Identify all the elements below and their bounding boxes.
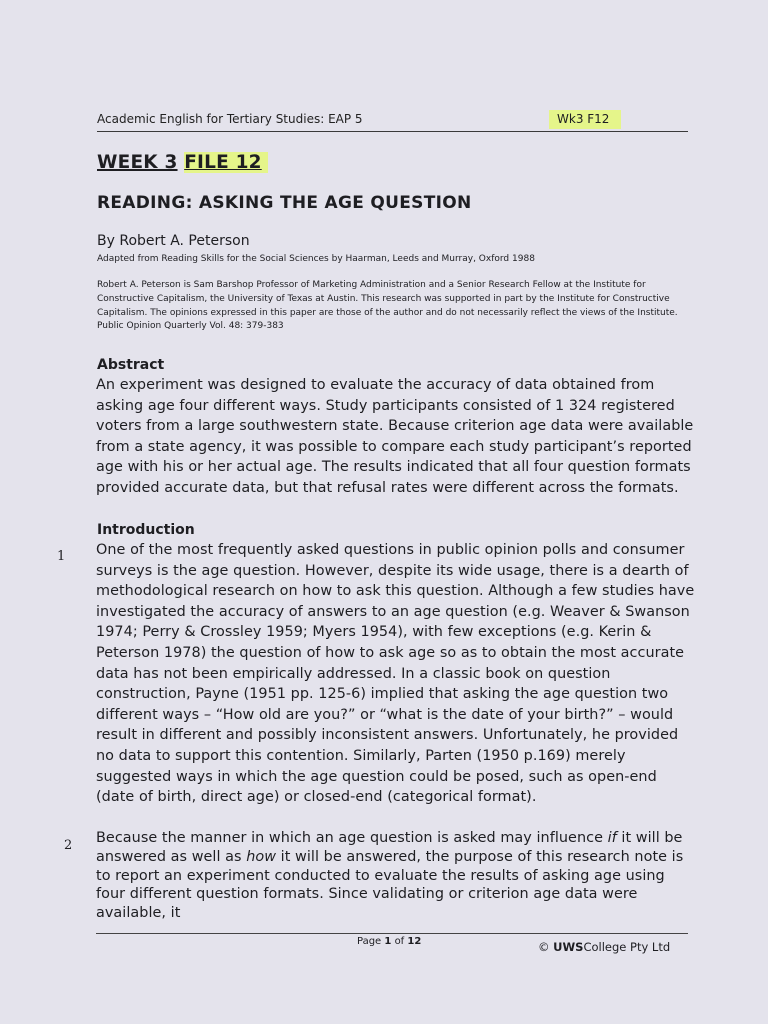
- week-label: WEEK 3: [97, 152, 178, 173]
- file-code-highlight: Wk3 F12: [549, 110, 621, 129]
- author-bio: Robert A. Peterson is Sam Barshop Professor of Marketing Administration and a Senior Research Fellow at the Institute for Constructive Capitalism, the University of Texas at Austin. This research was supported in part by the Institute for Constructive Capitalism. The opinions expressed in this paper are those of the author and do not necessarily reflect the views of the Institute. Public Opinion Quarterly Vol. 48: 379-383: [97, 280, 678, 332]
- author-byline: By Robert A. Peterson: [97, 233, 250, 249]
- page-title: READING: ASKING THE AGE QUESTION: [97, 193, 472, 213]
- paragraph-2: Because the manner in which an age question is asked may influence if it will be answered as well as how it will be answered, the purpose of this research note is to report an experiment conducted to evaluate the results of asking age using four different question formats. Since validating or criterion age data were available, it: [96, 830, 684, 922]
- abstract-text: An experiment was designed to evaluate the accuracy of data obtained from asking age four different ways. Study participants consisted of 1 324 registered voters from a large southwestern state. Because criterion age data were available from a state agency, it was possible to compare each study participant’s reported age with his or her actual age. The results indicated that all four question formats provided accurate data, but that refusal rates were different across the formats.: [96, 377, 694, 496]
- page-number: Page 1 of 12: [357, 936, 422, 947]
- footer-divider: [96, 933, 688, 934]
- source-note: Adapted from Reading Skills for the Social Sciences by Haarman, Leeds and Murray, Oxford 1988: [97, 254, 535, 264]
- week-file-heading: [97, 152, 268, 173]
- running-header: [97, 110, 688, 132]
- emphasis-if: if: [607, 830, 617, 846]
- copyright-notice: © UWSCollege Pty Ltd: [538, 940, 671, 954]
- course-name: Academic English for Tertiary Studies: EAP 5: [97, 112, 363, 126]
- emphasis-how: how: [246, 848, 277, 865]
- introduction-heading: Introduction: [97, 522, 195, 538]
- paragraph-1: One of the most frequently asked questions in public opinion polls and consumer surveys is the age question. However, despite its wide usage, there is a dearth of methodological research on how to ask this question. Although a few studies have investigated the accuracy of answers to an age question (e.g. Weaver & Swanson 1974; Perry & Crossley 1959; Myers 1954), with few exceptions (e.g. Kerin & Peterson 1978) the question of how to ask age so as to obtain the most accurate data has not been empirically addressed. In a classic book on question construction, Payne (1951 pp. 125-6) implied that asking the age question two different ways – “How old are you?” or “what is the date of your birth?” – would result in different and possibly inconsistent answers. Unfortunately, he provided no data to support this contention. Similarly, Parten (1950 p.169) merely suggested ways in which the age question could be posed, such as open-end (date of birth, direct age) or closed-end (categorical format).: [96, 542, 695, 806]
- file-label-highlight: FILE 12: [184, 152, 268, 173]
- paragraph-number: 1: [57, 549, 66, 564]
- paragraph-number: 2: [64, 838, 73, 853]
- copyright-icon: ©: [538, 940, 550, 954]
- abstract-heading: Abstract: [97, 357, 165, 373]
